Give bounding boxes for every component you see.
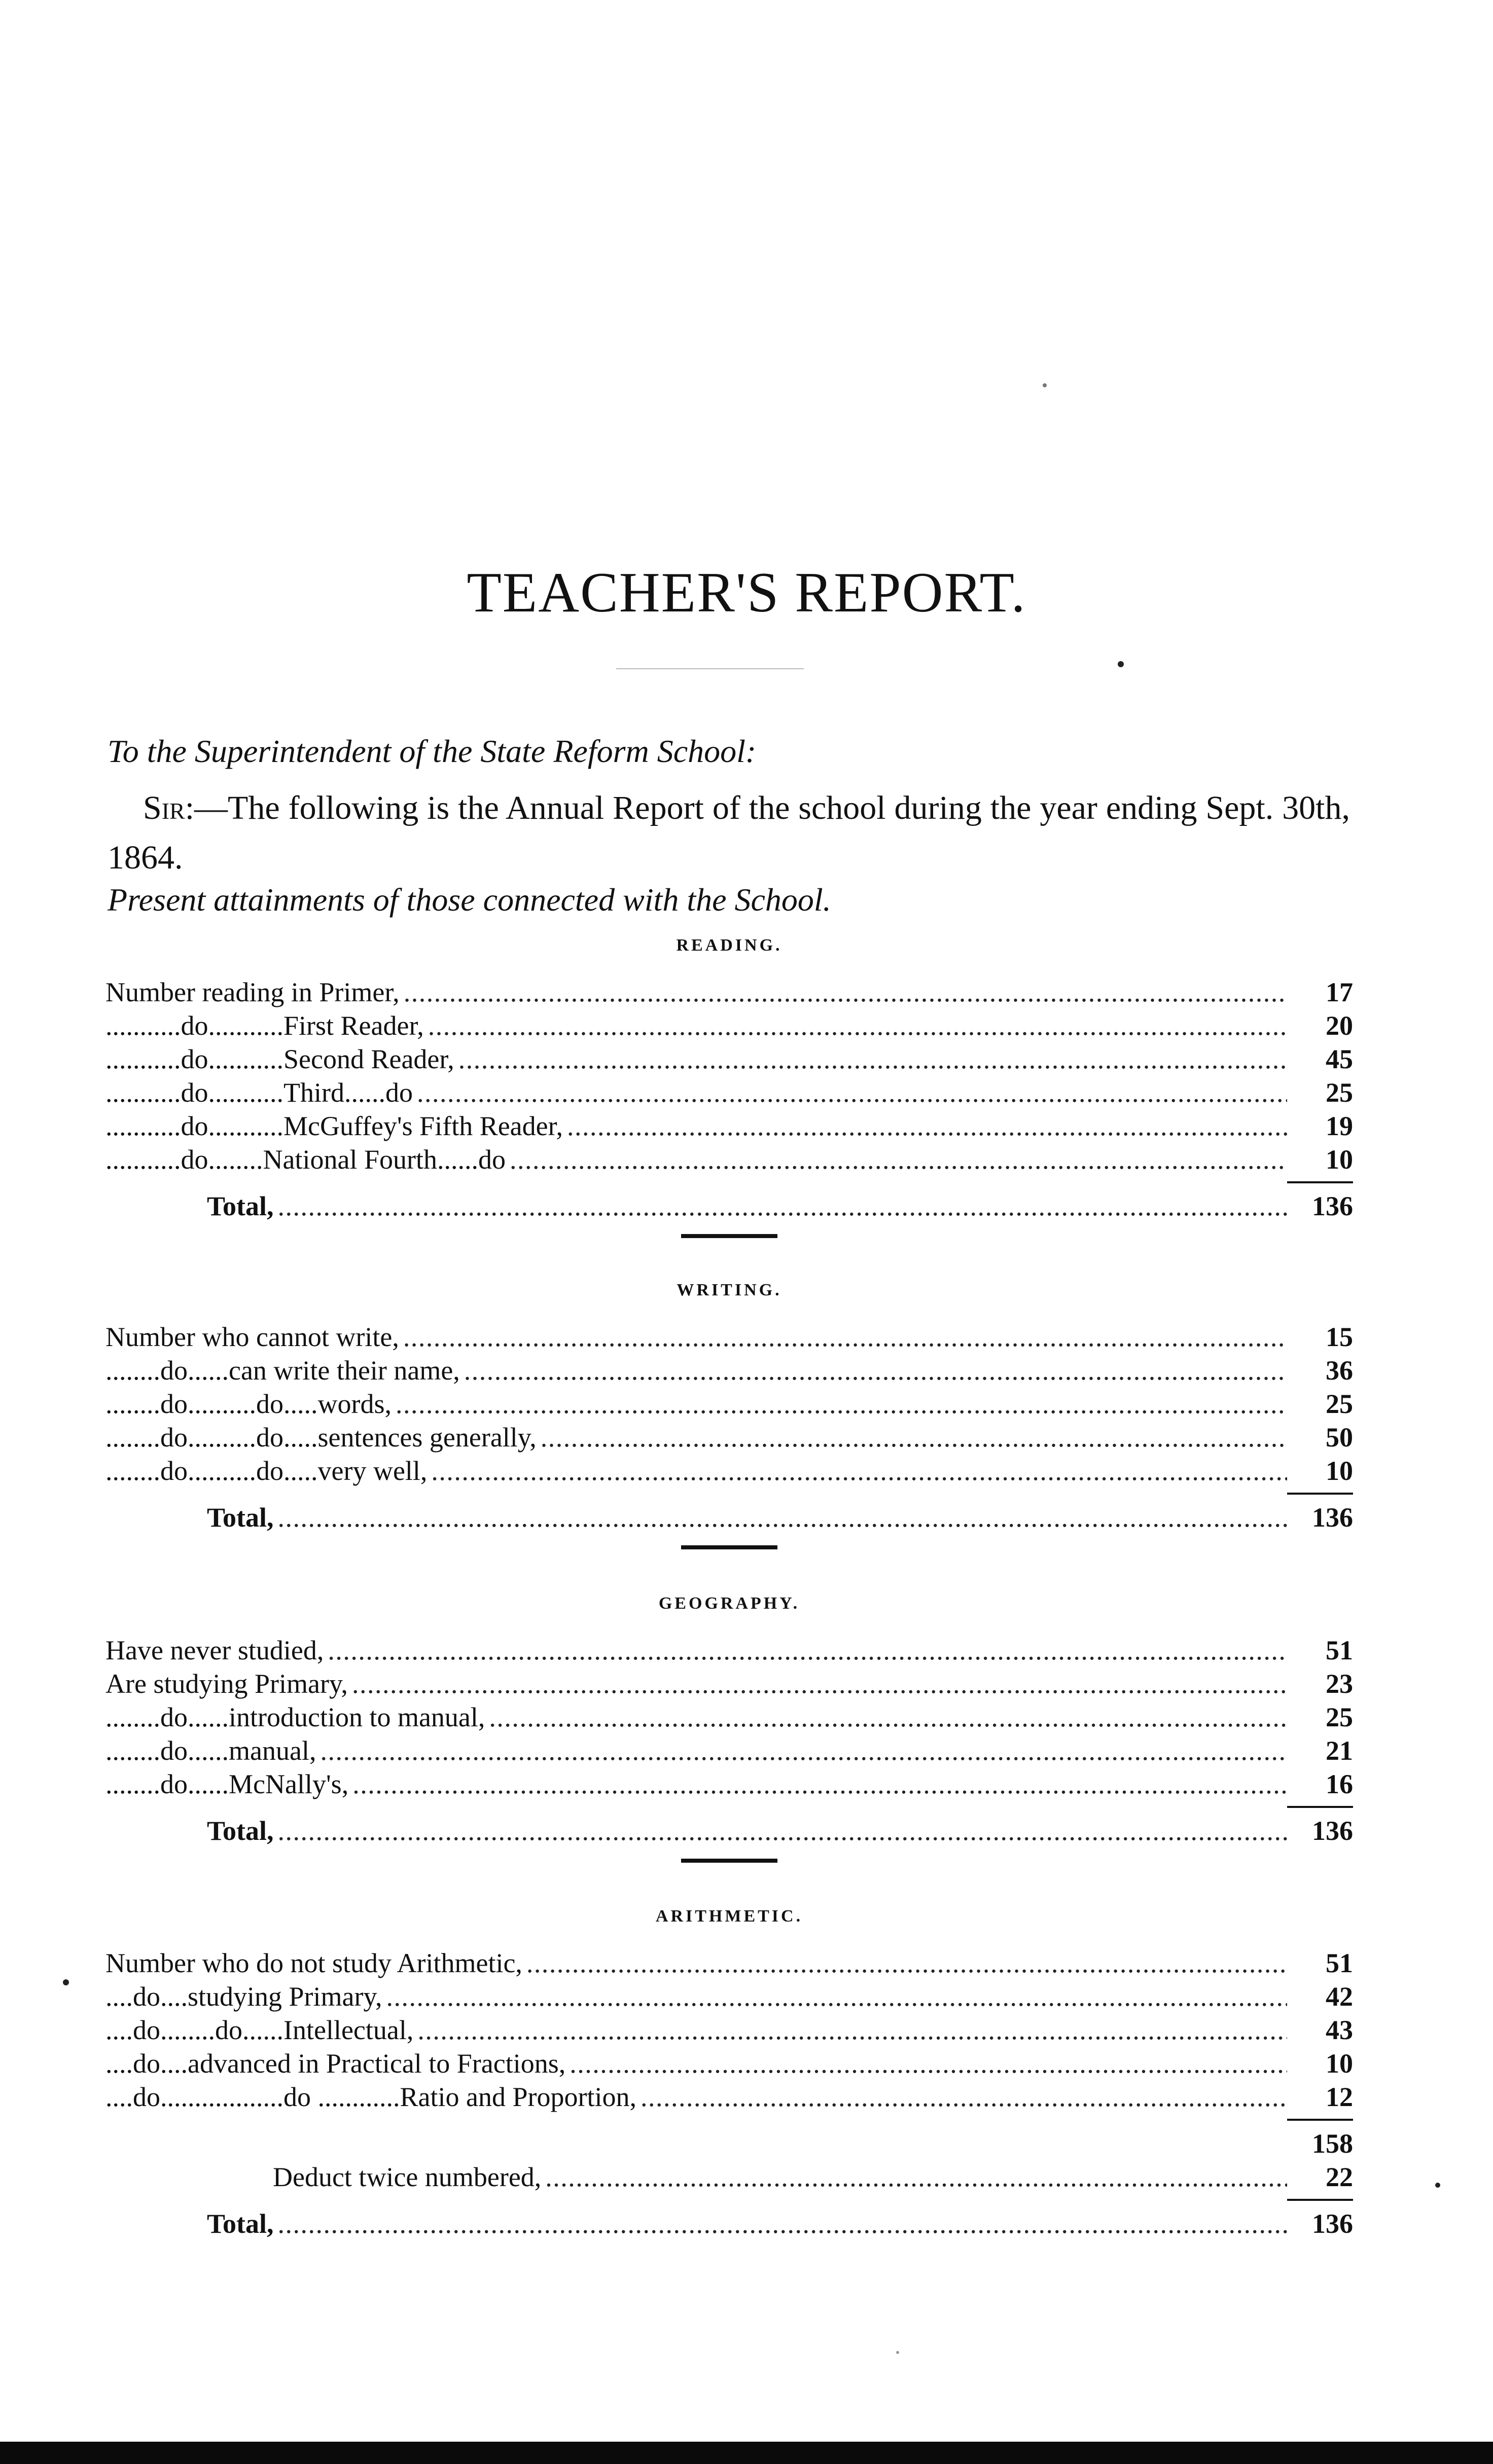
row-value: 45: [1326, 1044, 1353, 1074]
row-value: 51: [1326, 1948, 1353, 1978]
total-label: Total,: [207, 1191, 274, 1221]
section-heading: GEOGRAPHY.: [658, 1594, 800, 1613]
row-label: ...........do...........McGuffey's Fifth Reader,: [105, 1111, 563, 1141]
row-label: ....do........do......Intellectual,: [105, 2015, 414, 2045]
row-label: ...........do...........First Reader,: [105, 1010, 424, 1041]
row-value: 25: [1326, 1077, 1353, 1108]
row-value: 10: [1326, 2048, 1353, 2079]
scan-edge: [0, 2442, 1493, 2464]
salutation: To the Superintendent of the State Reform School:: [108, 733, 757, 769]
total-value: 136: [1312, 1191, 1353, 1221]
intro-line: Present attainments of those connected with the School.: [108, 882, 831, 918]
row-value: 15: [1326, 1322, 1353, 1352]
row-label: ........do......manual,: [105, 1735, 316, 1766]
row-value: 10: [1326, 1144, 1353, 1175]
section-heading: ARITHMETIC.: [655, 1907, 803, 1926]
row-label: ........do......introduction to manual,: [105, 1702, 485, 1732]
row-value: 50: [1326, 1422, 1353, 1453]
section-heading: READING.: [676, 936, 783, 955]
row-value: 19: [1326, 1111, 1353, 1141]
sir-word: Sir: [143, 789, 185, 826]
row-value: 17: [1326, 977, 1353, 1007]
total-value: 136: [1312, 2208, 1353, 2239]
deduct-label: Deduct twice numbered,: [273, 2162, 542, 2192]
row-value: 36: [1326, 1355, 1353, 1386]
row-label: Number reading in Primer,: [105, 977, 400, 1007]
row-label: Are studying Primary,: [105, 1669, 348, 1699]
row-label: ........do..........do.....words,: [105, 1389, 392, 1419]
row-label: ....do....advanced in Practical to Fractions,: [105, 2048, 566, 2079]
row-label: ........do..........do.....sentences generally,: [105, 1422, 537, 1453]
row-label: ........do......McNally's,: [105, 1769, 349, 1799]
page-title: TEACHER'S REPORT.: [467, 561, 1026, 625]
row-label: ....do..................do ............Ratio and Proportion,: [105, 2082, 636, 2112]
row-value: 51: [1326, 1635, 1353, 1665]
row-value: 21: [1326, 1735, 1353, 1766]
row-value: 25: [1326, 1389, 1353, 1419]
row-value: 10: [1326, 1456, 1353, 1486]
row-label: Have never studied,: [105, 1635, 324, 1665]
opening-text: :—The following is the Annual Report of the school during the year ending Sept. 30th, 1864.: [108, 789, 1350, 876]
row-label: ........do..........do.....very well,: [105, 1456, 428, 1486]
row-label: Number who cannot write,: [105, 1322, 399, 1352]
row-label: Number who do not study Arithmetic,: [105, 1948, 522, 1978]
row-label: ........do......can write their name,: [105, 1355, 460, 1386]
row-label: ...........do...........Third......do: [105, 1077, 413, 1108]
deduct-value: 22: [1326, 2162, 1353, 2192]
total-label: Total,: [207, 2208, 274, 2239]
section-heading: WRITING.: [677, 1281, 782, 1299]
row-value: 25: [1326, 1702, 1353, 1732]
row-label: ....do....studying Primary,: [105, 1981, 382, 2012]
total-value: 136: [1312, 1816, 1353, 1846]
row-value: 12: [1326, 2082, 1353, 2112]
subtotal-value: 158: [1312, 2128, 1353, 2159]
row-label: ...........do........National Fourth......do: [105, 1144, 506, 1175]
total-label: Total,: [207, 1502, 274, 1533]
row-value: 23: [1326, 1669, 1353, 1699]
row-value: 42: [1326, 1981, 1353, 2012]
row-value: 20: [1326, 1010, 1353, 1041]
total-label: Total,: [207, 1816, 274, 1846]
row-label: ...........do...........Second Reader,: [105, 1044, 454, 1074]
row-value: 16: [1326, 1769, 1353, 1799]
row-value: 43: [1326, 2015, 1353, 2045]
total-value: 136: [1312, 1502, 1353, 1533]
